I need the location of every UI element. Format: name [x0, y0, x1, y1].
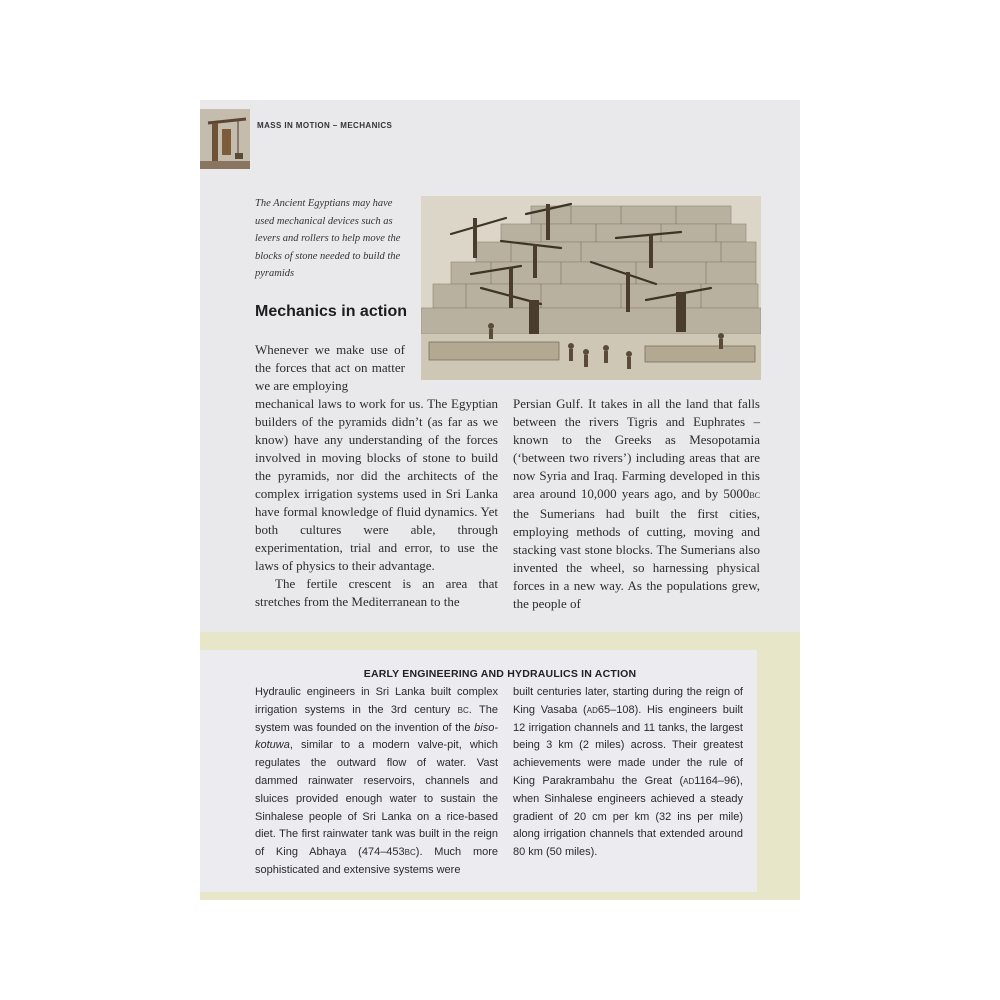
text-run: the Sumerians had built the first cities, employing methods of cutting, moving and stacking vast stone blocks. The Sumerians also invented the wheel, so harnessing physical forces in a new way. As the populations grew, the people of	[513, 506, 760, 611]
feature-box-column-2	[513, 684, 743, 862]
feature-box-title: EARLY ENGINEERING AND HYDRAULICS IN ACTION	[363, 668, 637, 680]
figure-caption: The Ancient Egyptians may have used mechanical devices such as levers and rollers to help move the blocks of stone needed to build the pyramids	[255, 198, 401, 280]
article-paragraph-2: The fertile crescent is an area that stretches from the Mediterranean to the	[255, 576, 498, 609]
section-thumbnail-image	[200, 109, 250, 169]
era-abbreviation: AD	[683, 776, 695, 786]
era-abbreviation: BC	[457, 705, 469, 715]
article-paragraph-2-continued	[513, 395, 760, 613]
text-run: , similar to a modern valve-pit, which regulates the outward flow of water. Vast dammed rainwater reservoirs, channels and sluices provided enough water to sustain the Sinhalese people of Sri Lanka on a rice-based diet. The first rainwater tank was built in the reign of King Abhaya (474–453	[255, 739, 498, 859]
text-run: built centuries later, starting during the reign of King Vasaba (	[513, 686, 743, 716]
article-body-intro: Whenever we make use of the forces that act on matter we are employing	[255, 342, 405, 393]
text-run: Hydraulic engineers in Sri Lanka built complex irrigation systems in the 3rd century	[255, 686, 498, 716]
text-run: 1164–96), when Sinhalese engineers achieved a steady gradient of 20 cm per km (32 ins per mile) along irrigation channels that extended around 80 km (50 miles).	[513, 774, 743, 859]
era-abbreviation: BC	[404, 848, 416, 858]
text-run: 65–108). His engineers built 12 irrigation channels and 11 tanks, the largest being 3 km (2 miles) across. Their greatest achievements were made under the rule of King Parakrambahu the Great (	[513, 703, 743, 787]
feature-box-paragraph	[255, 684, 498, 880]
text-run: Persian Gulf. It takes in all the land that falls between the rivers Tigris and Euphrates – known to the Greeks as Mesopotamia (‘between two rivers’) including areas that are now Syria and Iraq. Farming developed in this area around 10,000 years ago, and by 5000	[513, 396, 760, 501]
book-page	[200, 100, 800, 900]
article-heading: Mechanics in action	[255, 303, 408, 320]
text-run: . The system was founded on the invention of the	[255, 703, 498, 734]
article-column-1	[255, 395, 498, 611]
text-run: ). Much more sophisticated and extensive systems were	[255, 846, 499, 876]
article-column-2	[513, 395, 760, 613]
italic-term: biso-kotuwa	[255, 721, 498, 752]
era-abbreviation: AD	[586, 705, 598, 715]
section-running-head: MASS IN MOTION – MECHANICS	[257, 121, 393, 130]
pyramid-construction-illustration	[421, 196, 761, 380]
feature-box-paragraph-continued	[513, 684, 743, 862]
era-abbreviation: BC	[749, 491, 760, 500]
feature-box-column-1	[255, 684, 498, 880]
article-paragraph-1: mechanical laws to work for us. The Egyptian builders of the pyramids didn’t (as far as we know) have any understanding of the forces involved in moving blocks of stone to build the pyramids, nor did the architects of the complex irrigation systems used in Sri Lanka have formal knowledge of fluid dynamics. Yet both cultures were able, through experimentation, trial and error, to use the laws of physics to their advantage.	[255, 396, 498, 573]
feature-box	[200, 650, 757, 892]
